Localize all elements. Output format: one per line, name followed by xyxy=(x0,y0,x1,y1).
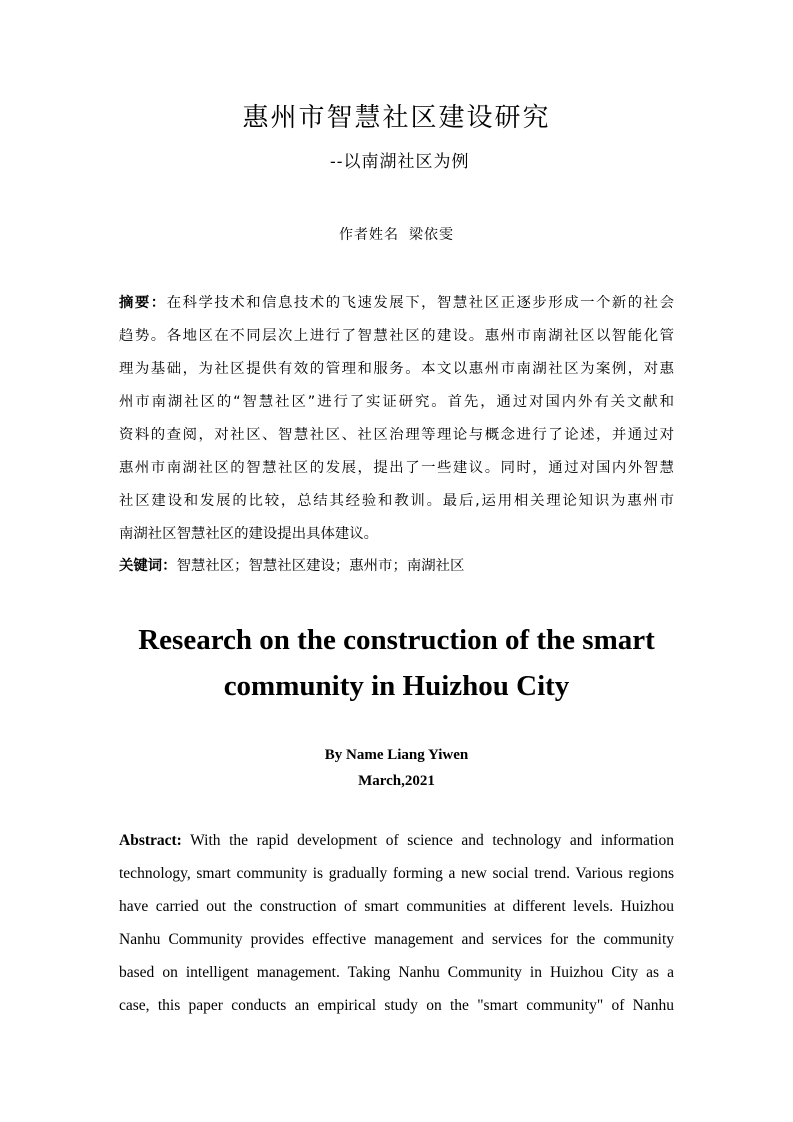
abstract-line: 摘要：在科学技术和信息技术的飞速发展下，智慧社区正逐步形成一个新的社会 xyxy=(119,295,674,311)
abstract-line: 理为基础，为社区提供有效的管理和服务。本文以惠州市南湖社区为案例，对惠 xyxy=(119,361,674,377)
english-title-line: Research on the construction of the smart xyxy=(138,624,655,656)
abstract-line: technology, smart community is gradually forming a new social trend. Various regions xyxy=(119,865,674,882)
abstract-line: 南湖社区智慧社区的建设提出具体建议。 xyxy=(119,526,379,542)
chinese-author-line xyxy=(0,225,793,245)
abstract-line: 惠州市南湖社区的智慧社区的发展，提出了一些建议。同时，通过对国内外智慧 xyxy=(119,460,674,476)
author-label: 作者姓名 xyxy=(339,227,399,243)
english-byline: By Name Liang Yiwen xyxy=(324,747,469,763)
english-title xyxy=(0,617,793,709)
abstract-line: 资料的查阅，对社区、智慧社区、社区治理等理论与概念进行了论述，并通过对 xyxy=(119,427,674,443)
english-abstract xyxy=(119,824,674,1022)
abstract-line: based on intelligent management. Taking Nanhu Community in Huizhou City as a xyxy=(119,964,674,981)
abstract-line: 州市南湖社区的“智慧社区”进行了实证研究。首先，通过对国内外有关文献和 xyxy=(119,394,674,410)
abstract-line: 社区建设和发展的比较，总结其经验和教训。最后,运用相关理论知识为惠州市 xyxy=(119,493,674,509)
author-name: 梁依雯 xyxy=(409,227,454,243)
abstract-line: case, this paper conducts an empirical study on the "smart community" of Nanhu xyxy=(119,997,674,1014)
chinese-title: 惠州市智慧社区建设研究 xyxy=(242,103,551,133)
chinese-abstract xyxy=(119,287,674,551)
chinese-keywords xyxy=(119,552,674,580)
abstract-line: Abstract: With the rapid development of science and technology and information xyxy=(119,832,674,849)
abstract-line: 趋势。各地区在不同层次上进行了智慧社区的建设。惠州市南湖社区以智能化管 xyxy=(119,328,674,344)
english-title-line: community in Huizhou City xyxy=(223,670,570,702)
keywords-label: 关键词： xyxy=(119,558,177,574)
abstract-label: Abstract: xyxy=(119,832,182,849)
english-date: March,2021 xyxy=(358,773,435,789)
abstract-label: 摘要： xyxy=(119,295,167,311)
english-byline-block xyxy=(0,742,793,794)
chinese-subtitle: --以南湖社区为例 xyxy=(330,152,470,172)
keywords-text: 智慧社区；智慧社区建设；惠州市；南湖社区 xyxy=(176,558,465,574)
abstract-line: have carried out the construction of smart communities at different levels. Huizhou xyxy=(119,898,674,915)
abstract-line: Nanhu Community provides effective management and services for the community xyxy=(119,931,674,948)
